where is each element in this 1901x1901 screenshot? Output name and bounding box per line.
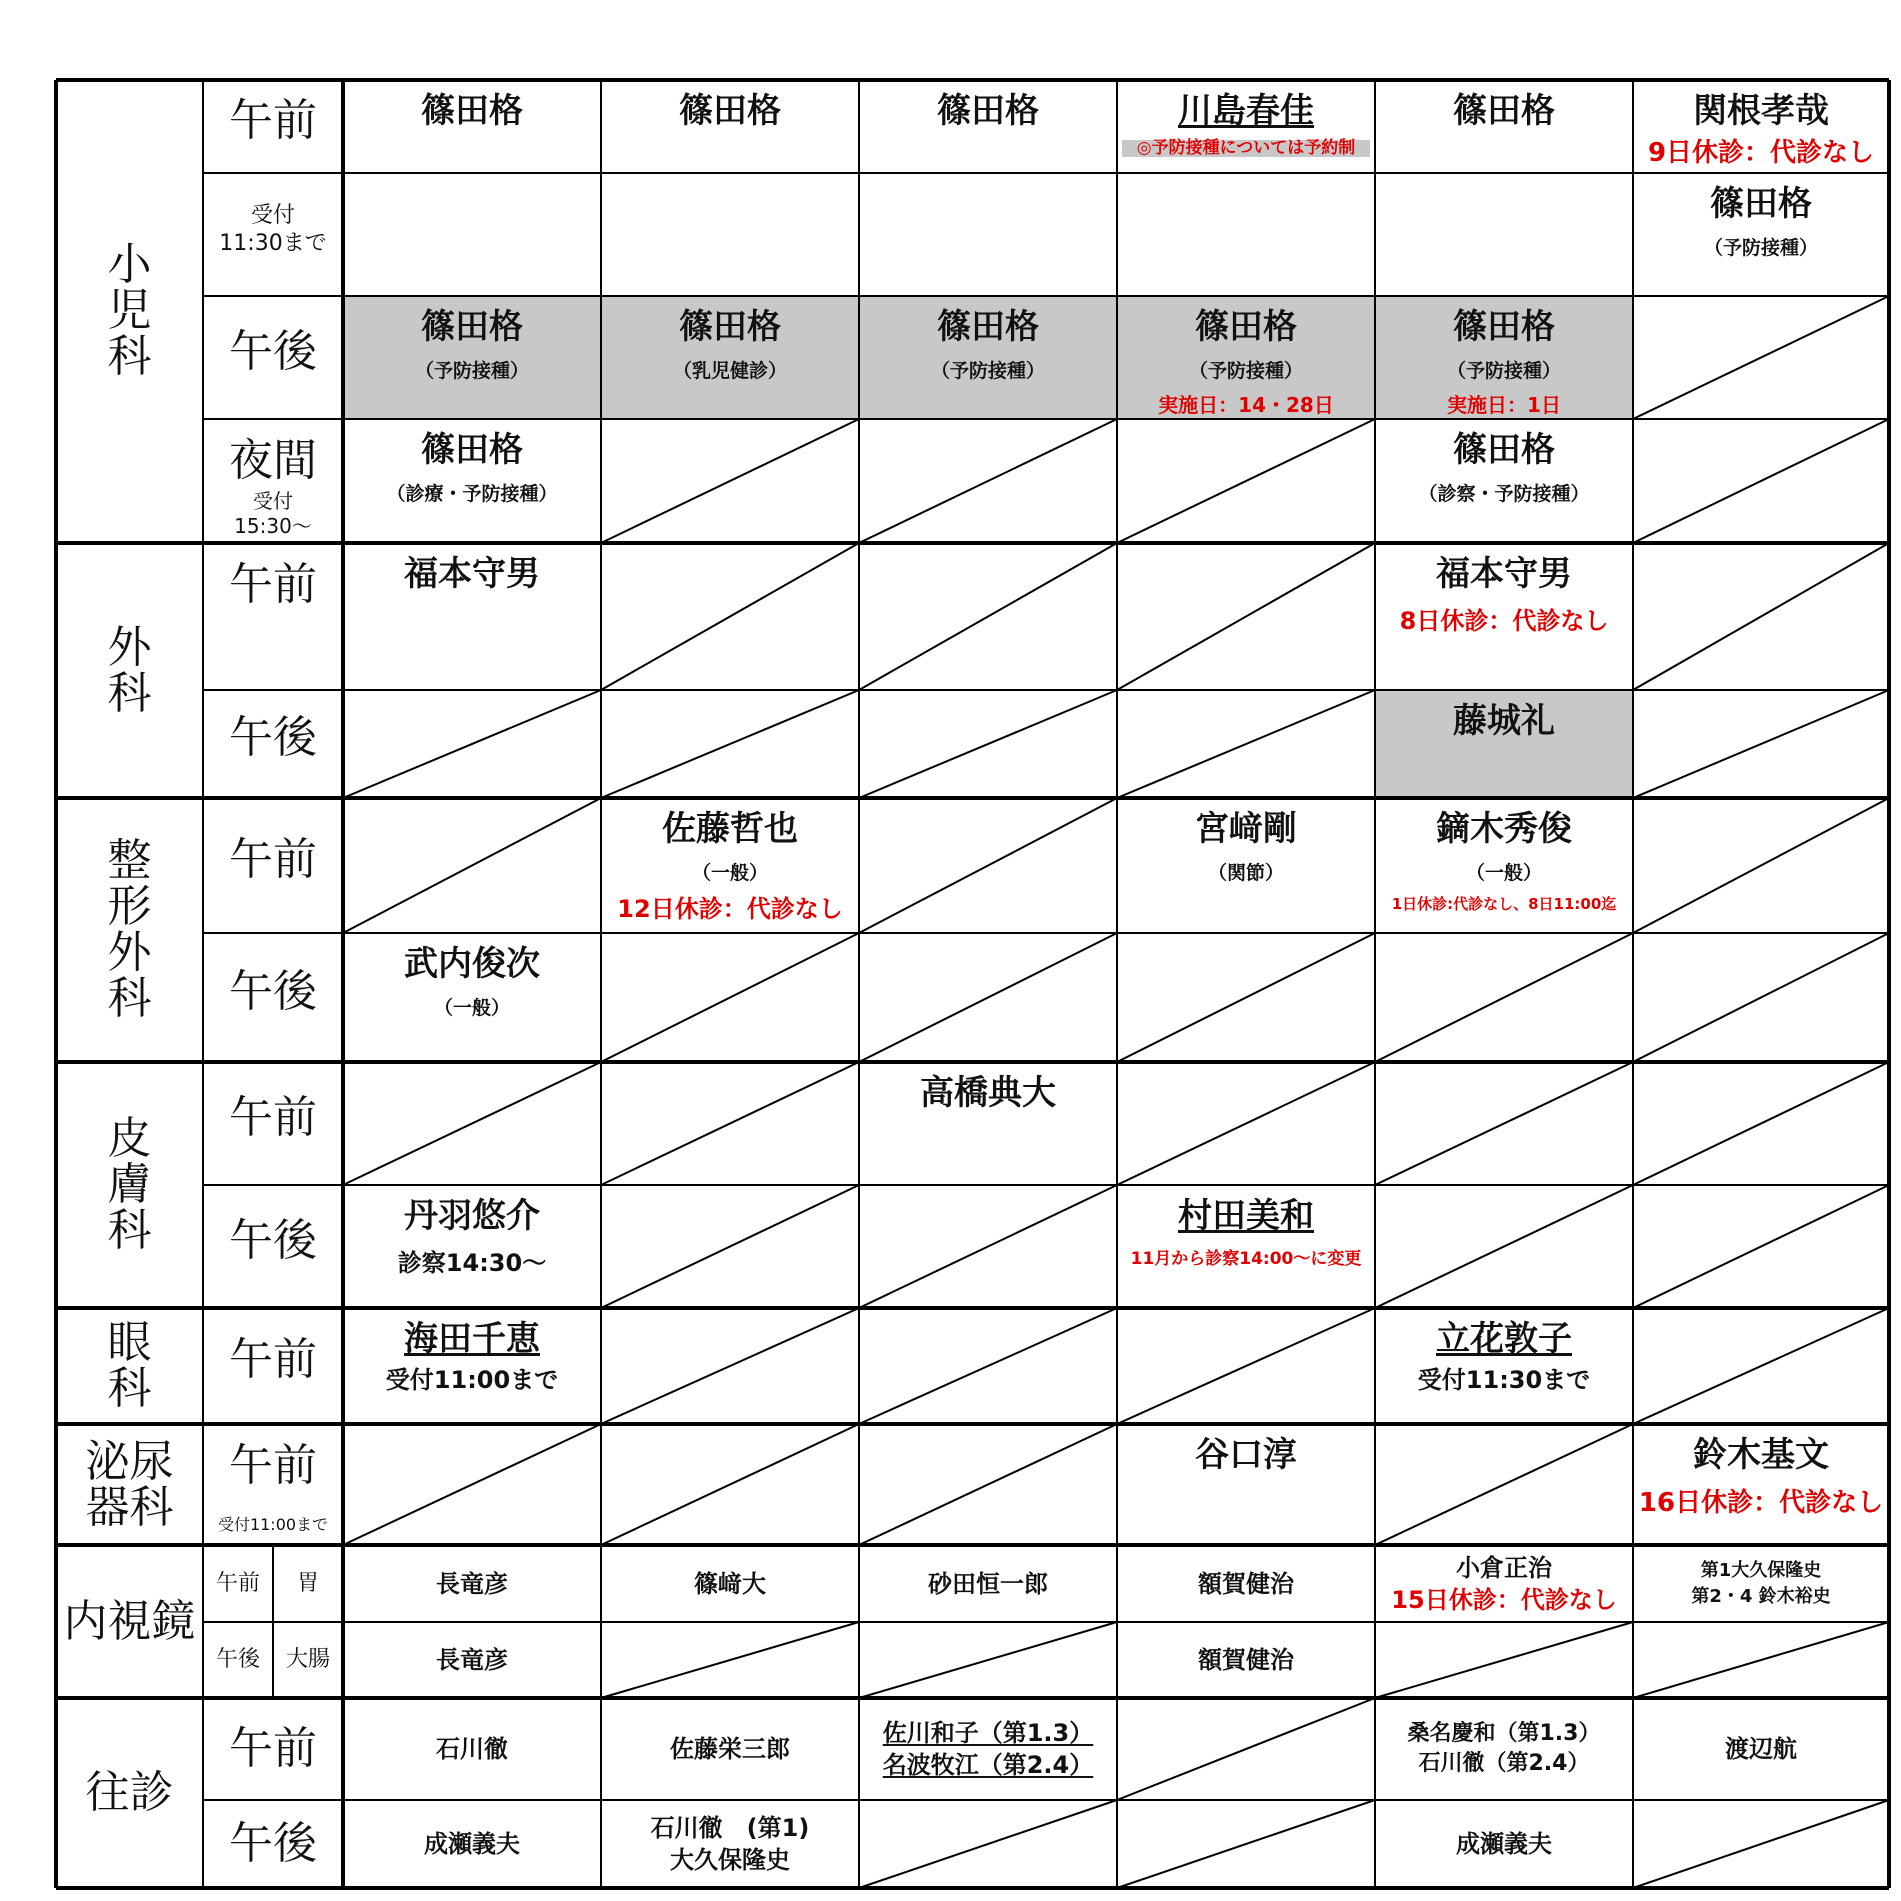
session-label: 夜間 xyxy=(229,435,317,486)
session-label: 午前 xyxy=(229,94,317,146)
closed-slot-slash xyxy=(1375,933,1633,1062)
closed-slot-slash xyxy=(1633,419,1889,543)
doctor-name: 篠田格 xyxy=(679,91,781,131)
closed-slot-slash xyxy=(1117,419,1375,543)
exam-type-label: 大腸 xyxy=(285,1647,330,1672)
exam-type-label: 胃 xyxy=(296,1570,319,1596)
closure-notice: ◎予防接種については予約制 xyxy=(1122,140,1370,157)
closed-slot-slash xyxy=(601,690,859,798)
closed-slot-slash xyxy=(601,1424,859,1545)
closure-notice: 9日休診：代診なし xyxy=(1647,138,1875,168)
closed-slot-slash xyxy=(1633,1185,1889,1308)
slot-note: 受付11:30まで xyxy=(1417,1366,1591,1394)
slot-note: （予防接種） xyxy=(414,360,529,382)
session-label: 午前 xyxy=(229,1091,317,1143)
closed-slot-slash xyxy=(859,798,1117,933)
closed-slot-slash xyxy=(1117,690,1375,798)
closure-notice: 12日休診：代診なし xyxy=(617,895,843,923)
closure-notice: 実施日：1日 xyxy=(1447,393,1561,417)
slot-note: （予防接種） xyxy=(1446,360,1561,382)
doctor-name: 篠﨑大 xyxy=(694,1569,766,1598)
closed-slot-slash xyxy=(343,690,601,798)
closed-slot-slash xyxy=(601,933,859,1062)
session-label: 午前 xyxy=(229,1440,317,1491)
closed-slot-slash xyxy=(1633,1308,1889,1424)
doctor-name: 篠田格 xyxy=(937,307,1039,347)
closed-slot-slash xyxy=(859,690,1117,798)
closed-slot-slash xyxy=(859,1424,1117,1545)
doctor-name: 篠田格 xyxy=(1195,307,1297,347)
closed-slot-slash xyxy=(859,543,1117,690)
doctor-name: 篠田格 xyxy=(421,430,523,470)
closed-slot-slash xyxy=(859,1185,1117,1308)
closed-slot-slash xyxy=(1117,1698,1375,1800)
doctor-name: 渡辺航 xyxy=(1725,1735,1797,1763)
closure-notice: 15日休診：代診なし xyxy=(1391,1585,1617,1614)
department-name: 整形外科 xyxy=(107,834,152,1025)
closed-slot-slash xyxy=(601,543,859,690)
session-label: 午前 xyxy=(229,1334,317,1385)
session-label: 午後 xyxy=(229,325,317,377)
closed-slot-slash xyxy=(1633,798,1889,933)
closed-slot-slash xyxy=(601,1185,859,1308)
doctor-name: 篠田格 xyxy=(1710,184,1812,224)
slot-note: （予防接種） xyxy=(1188,360,1303,382)
closure-notice: 実施日：14・28日 xyxy=(1158,393,1334,417)
doctor-name: 藤城礼 xyxy=(1453,701,1555,741)
slot-note: 第2・4 鈴木裕史 xyxy=(1691,1585,1831,1607)
doctor-name: 篠田格 xyxy=(1453,91,1555,131)
doctor-name: 海田千恵 xyxy=(404,1319,540,1359)
department-name: 内視鏡 xyxy=(63,1595,196,1647)
closed-slot-slash xyxy=(601,1308,859,1424)
doctor-name: 成瀬義夫 xyxy=(1456,1830,1552,1858)
closed-slot-slash xyxy=(1117,933,1375,1062)
closed-slot-slash xyxy=(1375,1424,1633,1545)
closed-slot-slash xyxy=(1633,933,1889,1062)
doctor-name: 村田美和 xyxy=(1178,1196,1314,1236)
doctor-name: 篠田格 xyxy=(679,307,781,347)
closed-slot-slash xyxy=(601,1622,859,1698)
session-label: 午前 xyxy=(229,833,317,885)
doctor-name: 篠田格 xyxy=(421,91,523,131)
doctor-name: 石川徹 (第1) xyxy=(650,1814,810,1842)
doctor-name: 鏑木秀俊 xyxy=(1436,809,1572,849)
session-label: 午後 xyxy=(215,1647,260,1672)
doctor-name: 高橋典大 xyxy=(920,1073,1056,1113)
closed-slot-slash xyxy=(1633,296,1889,419)
session-label: 午前 xyxy=(229,1723,317,1774)
session-label: 午後 xyxy=(229,1214,317,1266)
reception-note: 受付 xyxy=(250,203,295,228)
closed-slot-slash xyxy=(1375,1062,1633,1185)
slot-note: （予防接種） xyxy=(930,360,1045,382)
session-label: 午前 xyxy=(229,559,317,610)
doctor-name: 福本守男 xyxy=(1436,554,1572,594)
slot-note: （一般） xyxy=(691,862,768,884)
doctor-name: 川島春佳 xyxy=(1178,91,1314,131)
doctor-name: 篠田格 xyxy=(937,91,1039,131)
doctor-name: 福本守男 xyxy=(404,554,540,594)
closed-slot-slash xyxy=(1633,1062,1889,1185)
closed-slot-slash xyxy=(601,419,859,543)
closed-slot-slash xyxy=(1633,1800,1889,1888)
session-label: 午後 xyxy=(229,1818,317,1869)
slot-note: 診察14:30～ xyxy=(397,1249,547,1277)
department-name: 眼科 xyxy=(107,1317,152,1415)
closed-slot-slash xyxy=(859,1622,1117,1698)
doctor-name: 佐藤哲也 xyxy=(662,809,798,849)
doctor-name: 丹羽悠介 xyxy=(404,1196,540,1236)
doctor-name: 鈴木基文 xyxy=(1693,1435,1829,1475)
doctor-name: 小倉正治 xyxy=(1456,1553,1552,1582)
session-label: 午前 xyxy=(215,1570,260,1596)
closure-notice: 8日休診：代診なし xyxy=(1399,607,1609,635)
slot-note: （関節） xyxy=(1207,862,1284,884)
reception-note: 受付11:00まで xyxy=(217,1515,329,1534)
doctor-name: 佐藤栄三郎 xyxy=(670,1735,790,1763)
doctor-name: 長竜彦 xyxy=(436,1646,508,1674)
closed-slot-slash xyxy=(859,1308,1117,1424)
slot-note: （一般） xyxy=(433,997,510,1019)
doctor-name: 篠田格 xyxy=(1453,307,1555,347)
doctor-name: 篠田格 xyxy=(1453,430,1555,470)
doctor-name: 関根孝哉 xyxy=(1693,91,1829,131)
closed-slot-slash xyxy=(859,419,1117,543)
reception-note: 受付 xyxy=(253,489,293,513)
department-name: 外科 xyxy=(107,621,152,719)
doctor-name: 砂田恒一郎 xyxy=(928,1569,1048,1598)
closure-notice: 11月から診察14:00～に変更 xyxy=(1130,1249,1362,1269)
closed-slot-slash xyxy=(1375,1185,1633,1308)
reception-note: 11:30まで xyxy=(219,231,327,256)
doctor-name: 第1大久保隆史 xyxy=(1700,1559,1822,1581)
closed-slot-slash xyxy=(1117,1062,1375,1185)
department-name: 皮膚科 xyxy=(107,1112,152,1256)
slot-note: （一般） xyxy=(1465,862,1542,884)
department-name: 往診 xyxy=(85,1767,174,1818)
closed-slot-slash xyxy=(1117,1308,1375,1424)
session-label: 午後 xyxy=(229,712,317,763)
closed-slot-slash xyxy=(1117,543,1375,690)
closed-slot-slash xyxy=(1375,1622,1633,1698)
doctor-name: 立花敦子 xyxy=(1436,1319,1572,1359)
doctor-name: 佐川和子（第1.3） xyxy=(882,1719,1094,1747)
closed-slot-slash xyxy=(343,1424,601,1545)
closed-slot-slash xyxy=(343,1062,601,1185)
slot-note: （診療・予防接種） xyxy=(386,483,558,505)
department-name: 小児科 xyxy=(107,239,152,383)
slot-note: （診察・予防接種） xyxy=(1418,483,1590,505)
doctor-name: 石川徹 xyxy=(436,1735,508,1763)
doctor-name: 谷口淳 xyxy=(1195,1435,1297,1475)
doctor-name: 篠田格 xyxy=(421,307,523,347)
doctor-name: 額賀健治 xyxy=(1198,1569,1294,1598)
closure-notice: 16日休診：代診なし xyxy=(1638,1488,1884,1518)
doctor-name: 額賀健治 xyxy=(1198,1646,1294,1674)
session-label: 午後 xyxy=(229,965,317,1017)
doctor-name: 武内俊次 xyxy=(404,944,540,984)
slot-note: 大久保隆史 xyxy=(670,1846,790,1874)
closed-slot-slash xyxy=(1633,543,1889,690)
slot-note: 名波牧江（第2.4） xyxy=(882,1751,1094,1779)
slot-note: （予防接種） xyxy=(1703,237,1818,259)
closed-slot-slash xyxy=(1633,1622,1889,1698)
doctor-name: 宮﨑剛 xyxy=(1195,809,1297,849)
closed-slot-slash xyxy=(343,798,601,933)
closed-slot-slash xyxy=(859,1800,1117,1888)
doctor-name: 長竜彦 xyxy=(436,1569,508,1598)
slot-note: （乳児健診） xyxy=(672,360,787,382)
closed-slot-slash xyxy=(601,1062,859,1185)
closure-notice: 1日休診:代診なし、8日11:00迄 xyxy=(1391,895,1617,913)
closed-slot-slash xyxy=(1633,690,1889,798)
doctor-name: 桑名慶和（第1.3） xyxy=(1407,1721,1601,1746)
doctor-name: 成瀬義夫 xyxy=(424,1830,520,1858)
slot-note: 石川徹（第2.4） xyxy=(1418,1751,1590,1776)
closed-slot-slash xyxy=(1117,1800,1375,1888)
closed-slot-slash xyxy=(859,933,1117,1062)
department-name: 泌尿器科 xyxy=(85,1435,174,1533)
reception-note: 15:30～ xyxy=(234,514,312,538)
slot-note: 受付11:00まで xyxy=(385,1366,559,1394)
